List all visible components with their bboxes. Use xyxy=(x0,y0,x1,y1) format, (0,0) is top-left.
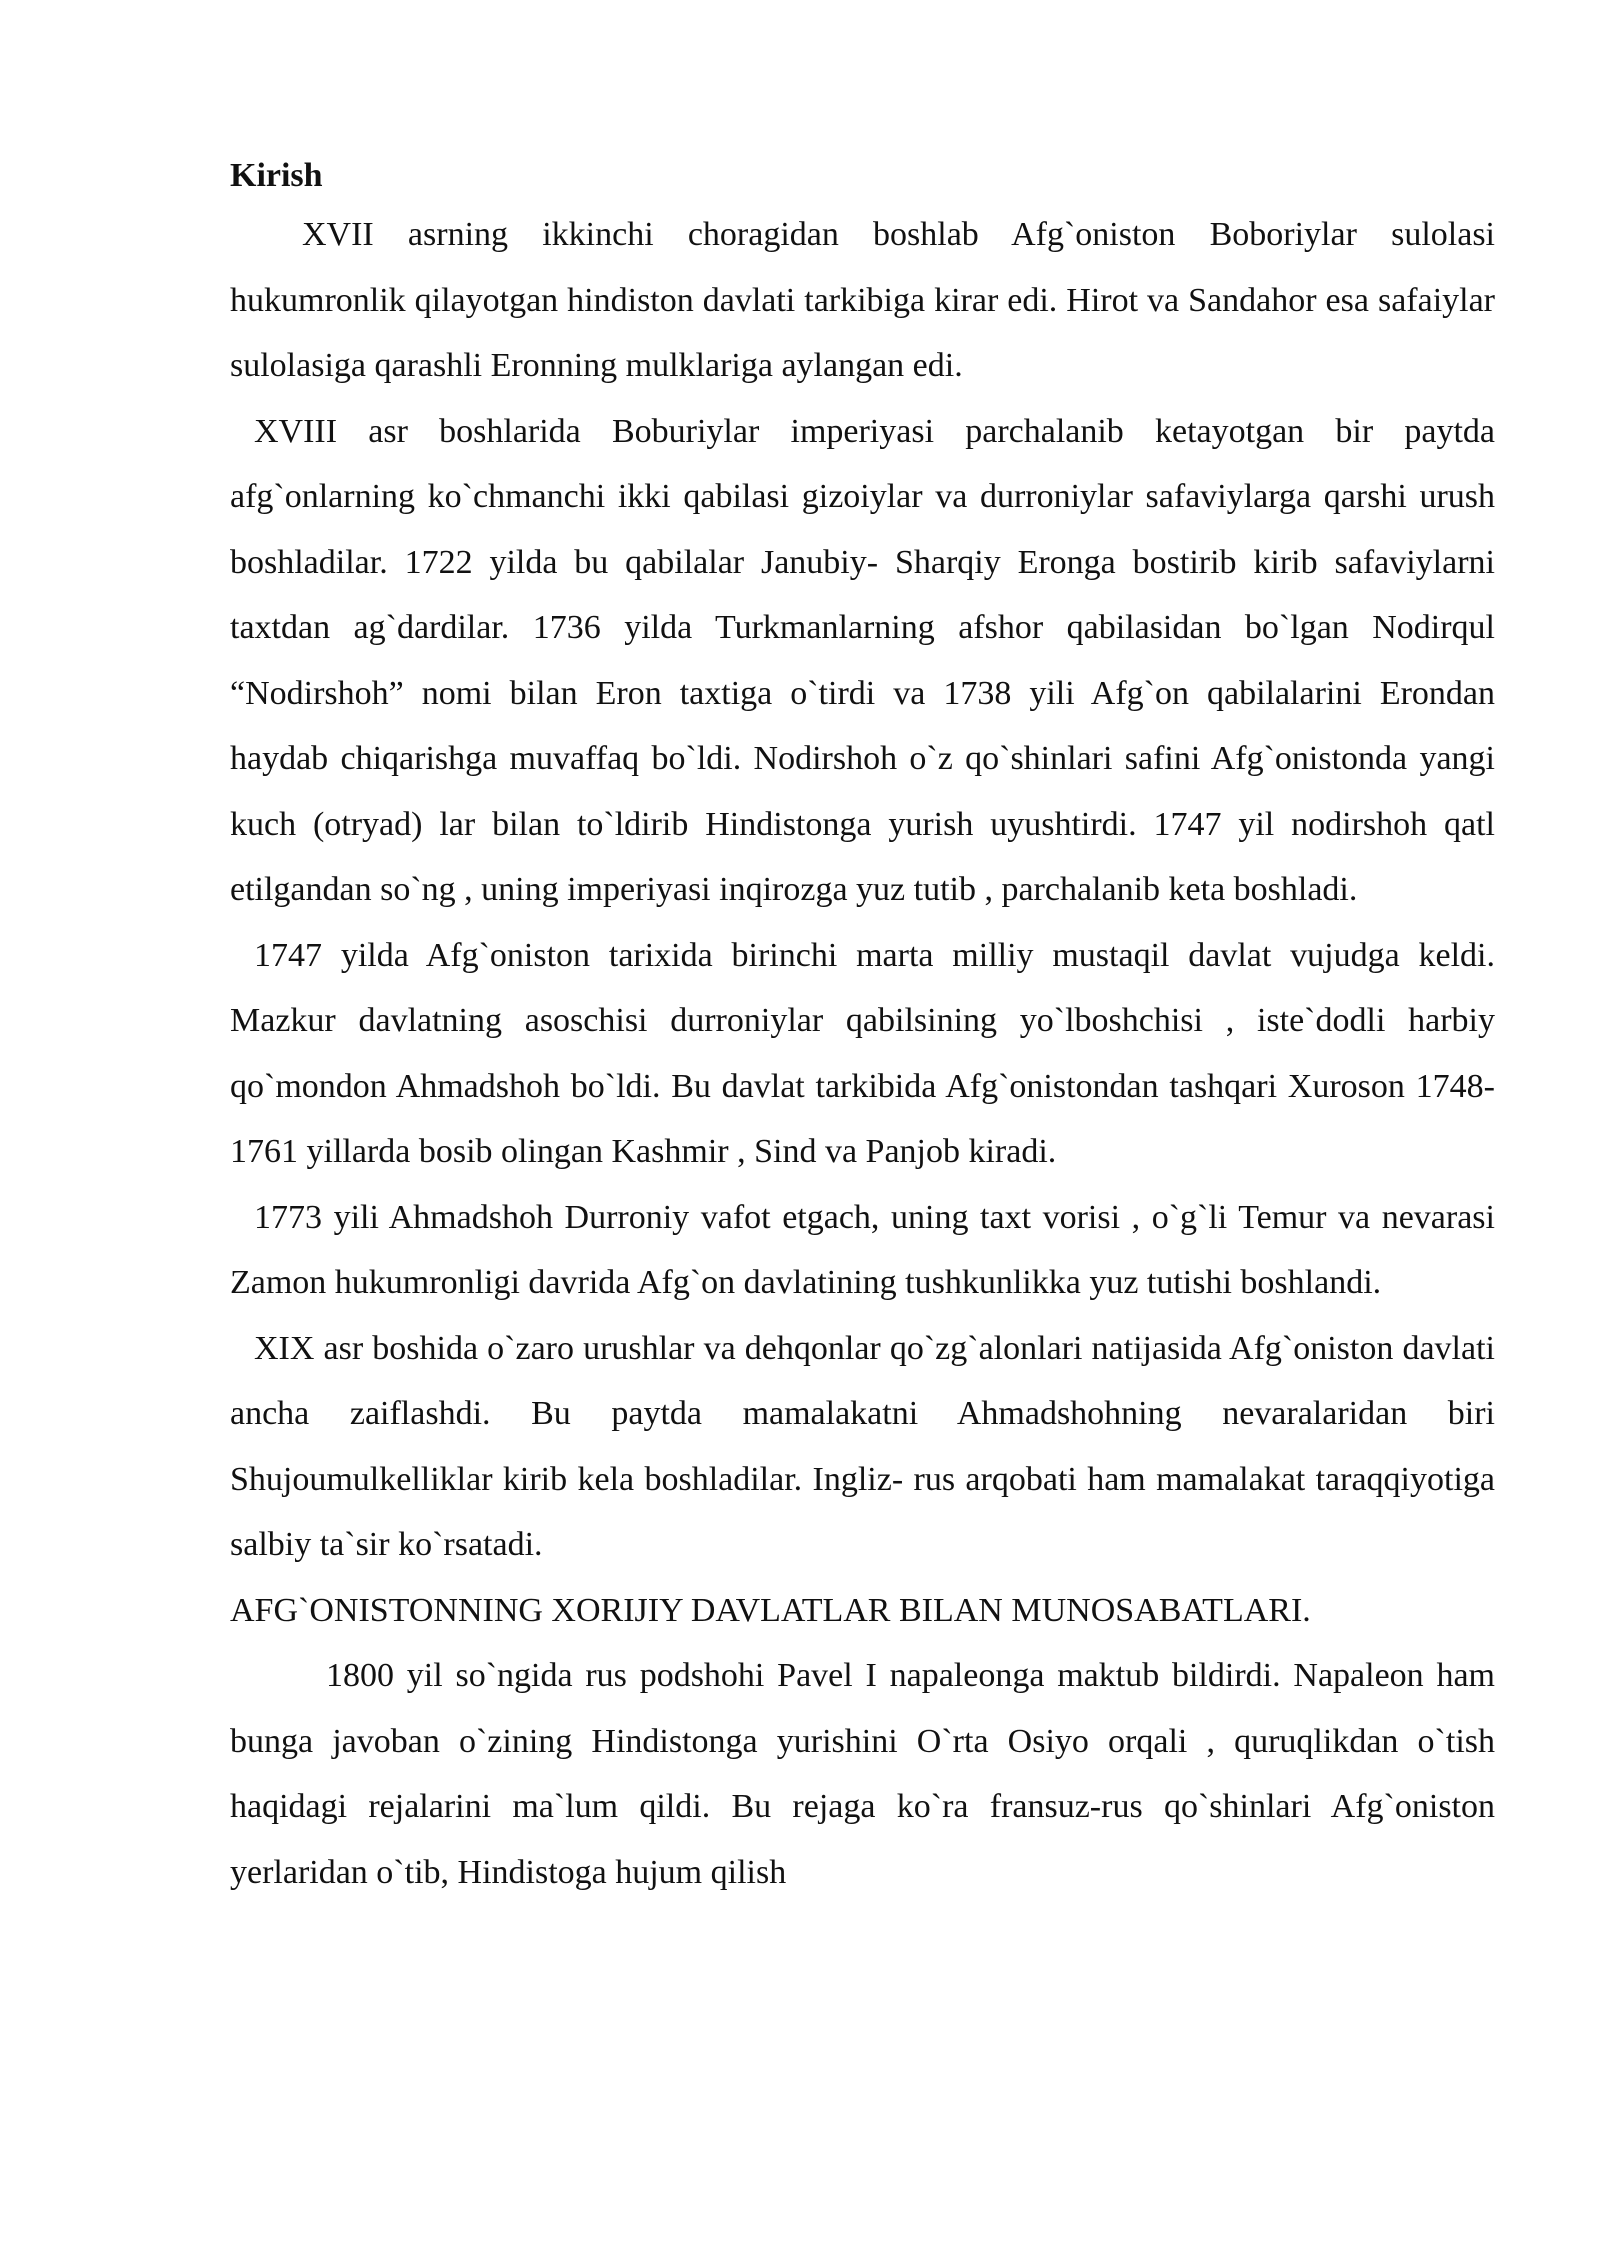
section-title: AFG`ONISTONNING XORIJIY DAVLATLAR BILAN MUNOSABATLARI. xyxy=(230,1591,1311,1629)
paragraph-1747: 1747 yilda Afg`oniston tarixida birinchi marta milliy mustaqil davlat vujudga keldi. Mazkur davlatning asoschisi durroniylar qabilsining yo`lboshchisi , iste`dodli harbiy qo`mondon Ahmadshoh bo`ldi. Bu davlat tarkibida Afg`onistondan tashqari Xuroson 1748-1761 yillarda bosib olingan Kashmir , Sind va Panjob kiradi. xyxy=(230,936,1495,1170)
paragraph-xviii-century: XVIII asr boshlarida Boburiylar imperiyasi parchalanib ketayotgan bir paytda afg`onlarning ko`chmanchi ikki qabilasi gizoiylar va durroniylar safaviylarga qarshi urush boshladilar. 1722 yilda bu qabilalar Janubiy- Sharqiy Eronga bostirib kirib safaviylarni taxtdan ag`dardilar. 1736 yilda Turkmanlarning afshor qabilasidan bo`lgan Nodirqul “Nodirshoh” nomi bilan Eron taxtiga o`tirdi va 1738 yili Afg`on qabilalarini Erondan haydab chiqarishga muvaffaq bo`ldi. Nodirshoh o`z qo`shinlari safini Afg`onistonda yangi kuch (otryad) lar bilan to`ldirib Hindistonga yurish uyushtirdi. 1747 yil nodirshoh qatl etilgandan so`ng , uning imperiyasi inqirozga yuz tutib , parchalanib keta boshladi. xyxy=(230,412,1495,908)
paragraph-xvii-century: XVII asrning ikkinchi choragidan boshlab Afg`oniston Boboriylar sulolasi hukumronlik qilayotgan hindiston davlati tarkibiga kirar edi. Hirot va Sandahor esa safaiylar sulolasiga qarashli Eronning mulklariga aylangan edi. xyxy=(230,216,1495,384)
paragraph-xix-century: XIX asr boshida o`zaro urushlar va dehqonlar qo`zg`alonlari natijasida Afg`oniston davlati ancha zaiflashdi. Bu paytda mamalakatni Ahmadshohning nevaralaridan biri Shujoumulkelliklar kirib kela boshladilar. Ingliz- rus arqobati ham mamalakat taraqqiyotiga salbiy ta`sir ko`rsatadi. xyxy=(230,1329,1495,1563)
document-heading: Kirish xyxy=(230,157,323,194)
paragraph-1800: 1800 yil so`ngida rus podshohi Pavel I napaleonga maktub bildirdi. Napaleon ham bunga javoban o`zining Hindistonga yurishini O`rta Osiyo orqali , quruqlikdan o`tish haqidagi rejalarini ma`lum qildi. Bu rejaga ko`ra fransuz-rus qo`shinlari Afg`oniston yerlaridan o`tib, Hindistoga hujum qilish xyxy=(230,1657,1495,1891)
paragraph-1773: 1773 yili Ahmadshoh Durroniy vafot etgach, uning taxt vorisi , o`g`li Temur va nevarasi Zamon hukumronligi davrida Afg`on davlatining tushkunlikka yuz tutishi boshlandi. xyxy=(230,1198,1495,1301)
document-page xyxy=(230,150,1495,1905)
